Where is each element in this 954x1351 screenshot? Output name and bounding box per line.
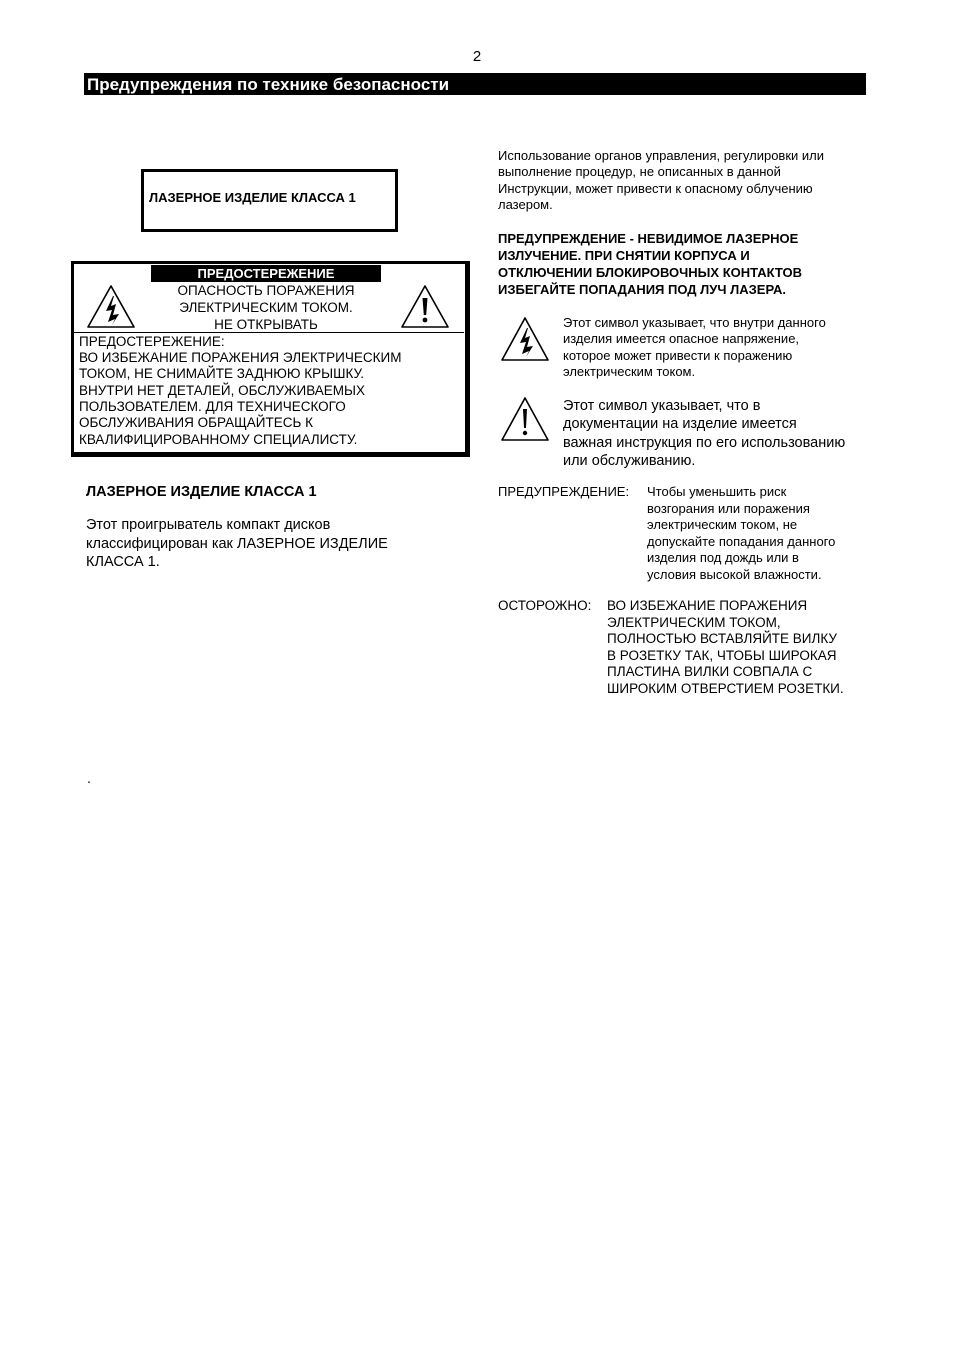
- laser-warning-line: ИЗЛУЧЕНИЕ. ПРИ СНЯТИИ КОРПУСА И: [498, 248, 750, 263]
- warning-line: возгорания или поражения: [647, 501, 810, 516]
- warning-line: допускайте попадания данного: [647, 534, 836, 549]
- care-line: ЭЛЕКТРИЧЕСКИМ ТОКОМ,: [607, 615, 781, 630]
- laser-warning-line: ОТКЛЮЧЕНИИ БЛОКИРОВОЧНЫХ КОНТАКТОВ: [498, 265, 803, 280]
- caution-body-line: ВО ИЗБЕЖАНИЕ ПОРАЖЕНИЯ ЭЛЕКТРИЧЕСКИМ: [79, 350, 402, 365]
- caution-top-line: ОПАСНОСТЬ ПОРАЖЕНИЯ: [177, 283, 355, 298]
- caution-body-line: ПРЕДОСТЕРЕЖЕНИЕ:: [79, 334, 225, 349]
- caution-header: ПРЕДОСТЕРЕЖЕНИЕ: [197, 266, 335, 281]
- caution-body-line: ТОКОМ, НЕ СНИМАЙТЕ ЗАДНЮЮ КРЫШКУ.: [79, 366, 365, 381]
- laser-section-line: Этот проигрыватель компакт дисков: [86, 517, 331, 533]
- laser-label-text: ЛАЗЕРНОЕ ИЗДЕЛИЕ КЛАССА 1: [149, 190, 356, 205]
- symbol1-line: изделия имеется опасное напряжение,: [563, 331, 800, 346]
- symbol2-line: документации на изделие имеется: [563, 416, 797, 432]
- symbol1-line: Этот символ указывает, что внутри данного: [563, 315, 826, 330]
- page-number: 2: [472, 48, 482, 65]
- symbol2-line: важная инструкция по его использованию: [563, 435, 846, 451]
- warning-line: Чтобы уменьшить риск: [647, 484, 787, 499]
- care-line: В РОЗЕТКУ ТАК, ЧТОБЫ ШИРОКАЯ: [607, 648, 837, 663]
- symbol1-line: электрическим током.: [563, 364, 696, 379]
- symbol1-line: которое может привести к поражению: [563, 348, 793, 363]
- warning-line: условия высокой влажности.: [647, 567, 822, 582]
- laser-section-line: КЛАССА 1.: [86, 554, 160, 570]
- caution-body-line: ОБСЛУЖИВАНИЯ ОБРАЩАЙТЕСЬ К: [79, 415, 313, 430]
- laser-section-heading: ЛАЗЕРНОЕ ИЗДЕЛИЕ КЛАССА 1: [86, 484, 317, 500]
- stray-dot: .: [87, 770, 91, 786]
- warning-line: электрическим током, не: [647, 517, 798, 532]
- lightning-warning-icon: [86, 284, 136, 329]
- care-line: ШИРОКИМ ОТВЕРСТИЕМ РОЗЕТКИ.: [607, 681, 844, 696]
- caution-top-line: ЭЛЕКТРИЧЕСКИМ ТОКОМ.: [179, 300, 353, 315]
- exclamation-warning-icon: [400, 284, 450, 329]
- caution-body-line: ВНУТРИ НЕТ ДЕТАЛЕЙ, ОБСЛУЖИВАЕМЫХ: [79, 383, 365, 398]
- caution-body-line: КВАЛИФИЦИРОВАННОМУ СПЕЦИАЛИСТУ.: [79, 432, 358, 447]
- intro-line: Использование органов управления, регулировки или: [498, 148, 825, 163]
- intro-line: лазером.: [498, 197, 553, 212]
- care-line: ПЛАСТИНА ВИЛКИ СОВПАЛА С: [607, 664, 813, 679]
- intro-line: выполнение процедур, не описанных в данной: [498, 164, 781, 179]
- warning-label: ПРЕДУПРЕЖДЕНИЕ:: [498, 484, 630, 499]
- symbol2-line: Этот символ указывает, что в: [563, 398, 761, 414]
- page-title: Предупреждения по технике безопасности: [87, 75, 450, 94]
- laser-section-line: классифицирован как ЛАЗЕРНОЕ ИЗДЕЛИЕ: [86, 536, 388, 552]
- caution-body-line: ПОЛЬЗОВАТЕЛЕМ. ДЛЯ ТЕХНИЧЕСКОГО: [79, 399, 346, 414]
- care-line: ПОЛНОСТЬЮ ВСТАВЛЯЙТЕ ВИЛКУ: [607, 631, 837, 646]
- laser-warning-line: ИЗБЕГАЙТЕ ПОПАДАНИЯ ПОД ЛУЧ ЛАЗЕРА.: [498, 282, 786, 297]
- warning-line: изделия под дождь или в: [647, 550, 799, 565]
- care-label: ОСТОРОЖНО:: [498, 598, 592, 613]
- symbol2-line: или обслуживанию.: [563, 453, 696, 469]
- care-line: ВО ИЗБЕЖАНИЕ ПОРАЖЕНИЯ: [607, 598, 808, 613]
- exclamation-symbol-icon: [500, 396, 550, 442]
- lightning-symbol-icon: [500, 316, 550, 362]
- caution-top-line: НЕ ОТКРЫВАТЬ: [214, 317, 318, 332]
- laser-warning-line: ПРЕДУПРЕЖДЕНИЕ - НЕВИДИМОЕ ЛАЗЕРНОЕ: [498, 231, 799, 246]
- intro-line: Инструкции, может привести к опасному облучению: [498, 181, 813, 196]
